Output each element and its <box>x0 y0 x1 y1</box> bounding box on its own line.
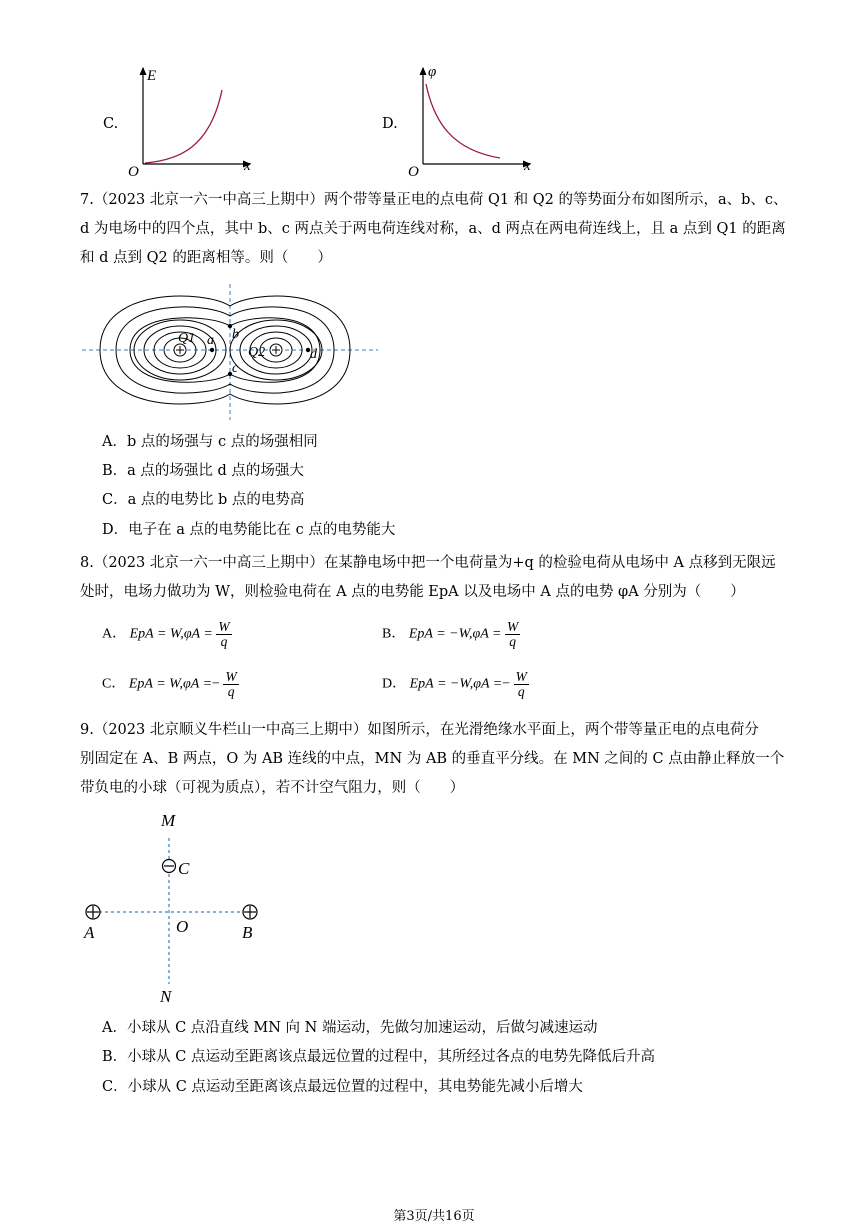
label-q2: Q2 <box>248 345 266 360</box>
label-q1: Q1 <box>178 331 196 346</box>
label-m: M <box>161 811 176 830</box>
point-a <box>210 348 214 352</box>
label-c: c <box>232 361 239 376</box>
q8-option-c[interactable]: C． EpA = W,φA =− $\frac{W}{q}$ <box>102 669 237 699</box>
graph-d-ylabel: φ <box>428 64 437 80</box>
phi-curve <box>426 84 500 158</box>
graph-c-origin: O <box>128 164 139 177</box>
q9-stem-line-2: 别固定在 A、B 两点，O 为 AB 连线的中点，MN 为 AB 的垂直平分线。在 MN 之间的 C 点由静止释放一个 <box>80 751 785 767</box>
label-n: N <box>160 987 172 1006</box>
graph-c-ylabel: E <box>147 68 157 84</box>
q6-option-c-label: C. <box>103 116 119 132</box>
label-a: a <box>207 333 214 348</box>
q7-option-a[interactable]: A．b 点的场强与 c 点的场强相同 <box>102 434 318 450</box>
q7-option-d[interactable]: D．电子在 a 点的电势能比在 c 点的电势能大 <box>102 522 396 538</box>
q9-stem-line-1: 9.（2023 北京顺义牛栏山一中高三上期中）如图所示，在光滑绝缘水平面上，两个带等量正电的点电荷分 <box>80 722 759 738</box>
label-a: A <box>84 923 95 942</box>
q6-graph-d <box>400 62 540 177</box>
q7-equipotential-figure <box>80 282 380 422</box>
q8-option-b[interactable]: B． EpA = −W,φA = $\frac{W}{q}$ <box>382 619 519 649</box>
q9-charges-figure <box>80 808 280 1008</box>
q6-option-d-label: D. <box>382 116 398 132</box>
label-b: B <box>242 923 253 942</box>
graph-c-xlabel: x <box>244 158 251 174</box>
q7-stem-line-1: 7.（2023 北京一六一中高三上期中）两个带等量正电的点电荷 Q1 和 Q2 的等势面分布如图所示，a、b、c、 <box>80 192 788 208</box>
q7-option-b[interactable]: B．a 点的场强比 d 点的场强大 <box>102 463 304 479</box>
q8-option-a[interactable]: A． EpA = W,φA = $\frac{W}{q}$ <box>102 619 230 649</box>
label-o: O <box>176 917 189 936</box>
q6-graph-c <box>120 62 260 177</box>
label-b: b <box>232 327 239 342</box>
q8-stem-line-1: 8.（2023 北京一六一中高三上期中）在某静电场中把一个电荷量为+q 的检验电荷从电场中 A 点移到无限远 <box>80 555 776 571</box>
label-c: C <box>178 859 190 878</box>
q8-option-d[interactable]: D． EpA = −W,φA =− $\frac{W}{q}$ <box>382 669 527 699</box>
q9-stem-line-3: 带负电的小球（可视为质点），若不计空气阻力，则（ ） <box>80 780 465 796</box>
graph-d-origin: O <box>408 164 419 177</box>
q7-stem-line-3: 和 d 点到 Q2 的距离相等。则（ ） <box>80 250 332 266</box>
q9-option-a[interactable]: A．小球从 C 点沿直线 MN 向 N 端运动，先做匀加速运动，后做匀减速运动 <box>102 1020 598 1036</box>
q7-stem-line-2: d 为电场中的四个点，其中 b、c 两点关于两电荷连线对称，a、d 两点在两电荷连线上，且 a 点到 Q1 的距离 <box>80 221 786 237</box>
graph-d-xlabel: x <box>524 158 531 174</box>
label-d: d <box>310 347 317 362</box>
q9-option-c[interactable]: C．小球从 C 点运动至距离该点最远位置的过程中，其电势能先减小后增大 <box>102 1079 583 1095</box>
q9-option-b[interactable]: B．小球从 C 点运动至距离该点最远位置的过程中，其所经过各点的电势先降低后升高 <box>102 1049 655 1065</box>
q7-option-c[interactable]: C．a 点的电势比 b 点的电势高 <box>102 492 305 508</box>
q8-stem-line-2: 处时，电场力做功为 W，则检验电荷在 A 点的电势能 EpA 以及电场中 A 点的电势 φA 分别为（ ） <box>80 584 745 600</box>
e-curve <box>145 90 222 163</box>
page-footer: 第3页/共16页 <box>393 1209 475 1224</box>
